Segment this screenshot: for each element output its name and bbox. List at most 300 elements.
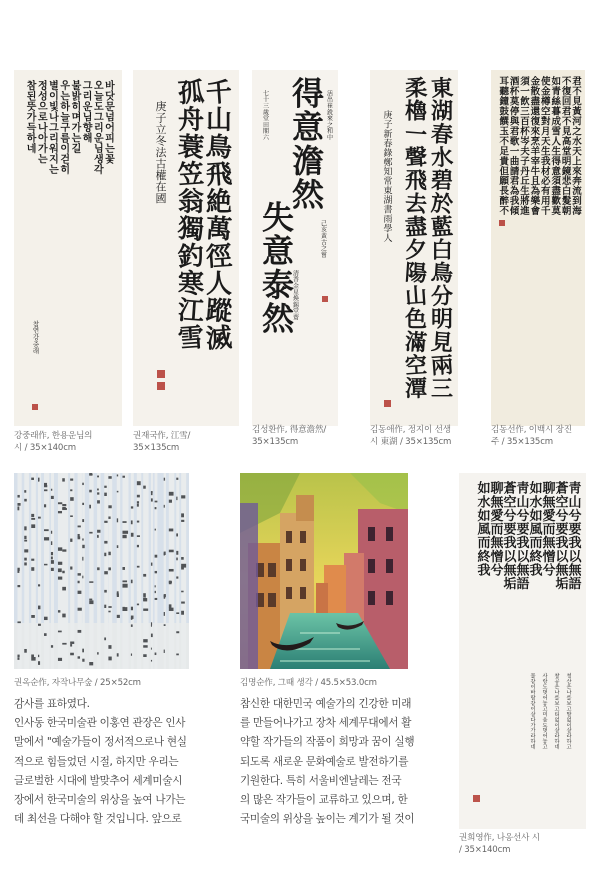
calligraphy-glyph: 亥 [320,226,328,234]
calligraphy-glyph: 살 [566,728,572,735]
calligraphy-glyph: 兮 [490,563,504,579]
artwork-calligraphy-8 [459,473,586,829]
calligraphy-glyph: 나 [37,122,48,134]
calligraphy-glyph: 愛 [490,508,504,524]
calligraphy-glyph: 三 [262,102,270,110]
calligraphy-glyph: 一 [404,121,428,149]
calligraphy-glyph: 分 [430,282,454,311]
calligraphy-glyph: 聽 [499,86,509,98]
calligraphy-glyph: 湖 [383,196,393,207]
calligraphy-glyph: 一 [520,86,530,98]
calligraphy-glyph: 兮 [503,508,517,524]
calligraphy-glyph: 無 [516,563,530,579]
calligraphy-glyph: 於 [430,190,454,218]
calligraphy-glyph: 로 [37,112,48,124]
calligraphy-glyph: 름 [60,133,71,145]
calligraphy-glyph: 古 [155,157,167,171]
calligraphy-2-canvas [133,70,239,426]
calligraphy-glyph: 柔 [404,74,428,103]
calligraphy-glyph: 羊 [530,146,541,158]
calligraphy-glyph: 新 [383,129,393,140]
calligraphy-glyph: 不 [499,136,509,148]
calligraphy-glyph: 生 [551,146,561,158]
calligraphy-glyph: 티 [554,711,560,718]
calligraphy-glyph: 꽃 [105,154,115,166]
calligraphy-glyph: 春 [430,121,454,149]
calligraphy-glyph: 白 [430,237,454,264]
calligraphy-glyph: 도 [542,684,548,691]
calligraphy-glyph: 之 [326,121,334,129]
caption-work-3 [252,424,362,448]
calligraphy-glyph: 書 [383,205,393,216]
body-line: 되도록 새로운 문화예술로 발전하기를 [240,755,409,768]
calligraphy-glyph: 歲 [262,109,270,117]
caption-work-2 [133,430,243,454]
calligraphy-glyph: 어 [542,695,548,702]
calligraphy-glyph: 人 [205,269,233,300]
calligraphy-glyph: 空 [541,106,551,118]
calligraphy-glyph: 나 [554,690,560,697]
calligraphy-glyph: 鳥 [430,259,454,288]
calligraphy-glyph: 늘 [60,112,71,124]
calligraphy-glyph: 庚 [155,99,167,113]
calligraphy-glyph: 空 [503,495,517,511]
calligraphy-glyph: 보 [566,700,572,707]
calligraphy-glyph: 無 [555,563,569,579]
calligraphy-glyph: 歌 [509,136,520,148]
calligraphy-glyph: 和 [326,128,334,136]
calligraphy-glyph: 澹 [291,141,325,180]
body-line: 감사를 표하였다. [14,698,90,710]
calligraphy-glyph: 潭 [404,375,428,402]
calligraphy-glyph: 살 [530,711,536,718]
calligraphy-glyph: 色 [404,306,428,333]
calligraphy-glyph: 我 [529,563,543,579]
calligraphy-glyph: 君 [561,106,572,118]
seal-stamp [473,795,480,802]
calligraphy-glyph: 산 [566,679,572,686]
calligraphy-glyph: 하 [26,133,37,145]
calligraphy-glyph: 流 [572,186,582,198]
artwork-calligraphy-1 [14,70,122,426]
body-line: 말에서 "예술가들이 정서적으로나 현실 [14,736,187,749]
body-line: 글로벌한 시대에 발맞추어 세계미술시 [14,774,183,787]
calligraphy-glyph: 終 [477,549,491,565]
calligraphy-glyph: 耳 [499,76,509,88]
calligraphy-glyph: 말 [566,711,572,718]
artwork-calligraphy-4 [370,70,458,426]
calligraphy-glyph: 終 [529,549,543,565]
calligraphy-glyph: 물 [530,673,536,680]
caption-work-8 [459,832,589,856]
birch-painting-canvas [14,473,189,669]
calligraphy-glyph: 은 [554,684,560,691]
calligraphy-glyph: 별 [49,80,59,92]
calligraphy-glyph: 늘 [93,91,104,103]
calligraphy-glyph: 然 [261,299,295,338]
caption-work-4 [370,424,480,448]
calligraphy-glyph: 가 [37,143,48,155]
artwork-calligraphy-2 [133,70,239,426]
calligraphy-glyph: 닷 [105,91,115,103]
calligraphy-glyph: 오 [93,80,104,92]
forest-haze [14,473,189,669]
caption-work-7 [240,677,440,689]
calligraphy-glyph: 참 [32,319,40,328]
calligraphy-glyph: 水 [430,144,454,172]
caption-line: 김동애作, 정지이 선생 [370,425,451,435]
calligraphy-glyph: 이 [530,706,536,713]
caption-line: 35×135cm [133,443,180,453]
calligraphy-glyph: 如 [529,508,543,524]
calligraphy-glyph: 星 [292,289,300,297]
calligraphy-glyph: 兮 [542,563,556,579]
body-line: 를 만들어나가고 장차 세계무대에서 활 [240,717,412,730]
calligraphy-glyph: 空 [404,352,428,380]
calligraphy-glyph: 閣 [262,128,270,136]
calligraphy-glyph: 堂 [561,146,572,158]
calligraphy-glyph: 庚 [383,111,393,122]
calligraphy-glyph: 는 [60,91,71,103]
article-body-right [240,695,448,829]
calligraphy-glyph: 나 [49,112,59,124]
calligraphy-glyph: 意 [291,108,325,147]
calligraphy-glyph: 以 [555,549,569,565]
calligraphy-glyph: 는 [49,164,59,176]
calligraphy-glyph: 人 [551,136,561,148]
calligraphy-glyph: 참 [26,80,37,92]
calligraphy-glyph: 子 [383,120,393,131]
calligraphy-glyph: 失 [261,198,295,237]
calligraphy-glyph: 舟 [177,105,205,136]
calligraphy-glyph: 陽 [404,259,428,288]
calligraphy-glyph: 바 [105,80,115,92]
calligraphy-glyph: 見 [561,126,572,138]
calligraphy-glyph: 我 [477,563,491,579]
calligraphy-glyph: 湖 [430,98,454,125]
calligraphy-glyph: 도 [93,101,104,113]
calligraphy-glyph: 金 [541,86,551,98]
calligraphy-glyph: 三 [430,375,454,402]
calligraphy-glyph: 山 [568,495,582,511]
calligraphy-glyph: 去 [404,190,428,218]
calligraphy-glyph: 문 [105,101,115,113]
calligraphy-glyph: 놓 [542,739,548,746]
calligraphy-glyph: 님 [82,112,93,124]
calligraphy-glyph: 崔 [326,102,334,110]
calligraphy-glyph: 成 [551,116,561,128]
caption-line: 김명순作, 그때 생각 / 45.5×53.0cm [240,678,377,688]
caption-work-5 [491,424,599,448]
caption-line: 35×135cm [252,437,299,447]
calligraphy-glyph: 구 [60,122,71,134]
calligraphy-glyph: 金 [530,76,541,88]
calligraphy-glyph: 黃 [572,106,582,118]
calligraphy-glyph: 그 [49,122,59,134]
artwork-canal-painting [240,473,408,669]
calligraphy-glyph: 고 [542,744,548,751]
calligraphy-glyph: 田 [262,121,270,129]
calligraphy-glyph: 넘 [105,112,115,124]
caption-work-6 [14,677,214,689]
calligraphy-glyph: 不 [561,116,572,128]
calligraphy-glyph: 不 [561,76,572,88]
calligraphy-glyph: 莫 [551,206,561,218]
calligraphy-glyph: 嘗 [320,251,328,259]
body-line: 의 많은 작가들이 교류하고 있으며, 한 [240,794,408,807]
calligraphy-glyph: 奔 [572,176,582,188]
calligraphy-glyph: 來 [326,115,334,123]
calligraphy-glyph: 살 [554,728,560,735]
calligraphy-glyph: 無 [503,563,517,579]
calligraphy-glyph: 要 [555,522,569,538]
calligraphy-glyph: 兮 [568,508,582,524]
calligraphy-glyph: 滅 [205,323,234,355]
calligraphy-glyph: 蓑 [176,131,205,164]
calligraphy-glyph: 兮 [555,508,569,524]
calligraphy-glyph: 對 [541,116,551,128]
calligraphy-glyph: 我 [568,536,582,552]
calligraphy-glyph: 饌 [499,116,509,128]
calligraphy-glyph: 子 [155,111,167,125]
calligraphy-glyph: 明 [430,306,454,333]
body-line: 약할 작가들의 작품이 희망과 꿈이 실행 [240,736,415,749]
calligraphy-glyph: 六 [262,134,270,142]
calligraphy-glyph: 暮 [551,106,561,118]
calligraphy-glyph: 如 [551,76,561,88]
calligraphy-glyph: 然 [291,175,325,214]
calligraphy-glyph: 하 [530,739,536,746]
calligraphy-1-canvas [14,70,122,426]
seal-stamp [322,296,328,302]
calligraphy-glyph: 우 [60,80,71,92]
calligraphy-glyph: 七 [262,90,270,98]
calligraphy-glyph: 樂 [530,196,541,208]
body-line: 기원한다. 특히 서울비엔날레는 전국 [240,774,402,787]
calligraphy-glyph: 材 [541,166,551,178]
calligraphy-glyph: 如 [477,481,491,497]
calligraphy-glyph: 이 [60,143,71,155]
calligraphy-glyph: 到 [572,196,582,208]
calligraphy-glyph: 孤 [177,77,206,110]
calligraphy-glyph: 無 [542,536,556,552]
calligraphy-glyph: 보 [554,700,560,707]
calligraphy-glyph: 滿 [404,328,428,357]
calligraphy-glyph: 海 [572,206,582,218]
calligraphy-glyph: 이 [554,722,560,729]
calligraphy-glyph: 를 [566,695,572,702]
calligraphy-glyph: 는 [37,154,48,166]
calligraphy-glyph: 君 [509,176,520,188]
calligraphy-glyph: 莫 [509,96,520,108]
calligraphy-glyph: 十 [262,96,270,104]
seal-stamp [499,220,505,226]
calligraphy-glyph: 絶 [205,187,233,218]
caption-line: 강중래作, 한용운님의 [14,431,93,441]
calligraphy-glyph: 가 [530,722,536,729]
calligraphy-glyph: 要 [568,522,582,538]
calligraphy-glyph: 笠 [177,159,206,191]
calligraphy-glyph: 如 [477,508,491,524]
calligraphy-glyph: 青 [551,86,561,98]
calligraphy-glyph: 운 [93,133,104,145]
calligraphy-glyph: 君 [509,126,520,138]
calligraphy-glyph: 없 [554,717,560,724]
caption-line: 김성환作, 得意澹然/ [252,425,327,435]
calligraphy-glyph: 以 [516,549,530,565]
calligraphy-glyph: 杯 [509,86,520,98]
calligraphy-glyph: 不 [572,86,582,98]
calligraphy-glyph: 山 [516,495,530,511]
calligraphy-glyph: 람 [530,695,536,702]
calligraphy-glyph: 進 [520,206,530,218]
calligraphy-glyph: 蹤 [204,295,233,328]
calligraphy-glyph: 워 [49,143,59,155]
calligraphy-glyph: 黃 [320,232,328,240]
calligraphy-glyph: 밝 [71,91,82,103]
calligraphy-glyph: 랑 [542,679,548,686]
calligraphy-glyph: 뜻 [26,101,37,113]
calligraphy-glyph: 아 [37,133,48,145]
caption-work-1 [14,430,124,454]
calligraphy-glyph: 래 [32,347,40,356]
calligraphy-glyph: 生 [541,146,551,158]
calligraphy-glyph: 는 [71,133,82,145]
calligraphy-glyph: 有 [541,186,551,198]
calligraphy-glyph: 碧 [430,168,454,195]
calligraphy-glyph: 걷 [60,154,71,166]
calligraphy-glyph: 風 [529,522,543,538]
calligraphy-glyph: 蒼 [503,481,517,497]
calligraphy-glyph: 하 [554,739,560,746]
calligraphy-glyph: 以 [568,549,582,565]
calligraphy-glyph: 飛 [205,159,234,191]
calligraphy-glyph: 岑 [520,136,530,148]
calligraphy-glyph: 미 [542,711,548,718]
calligraphy-glyph: 水 [572,136,582,148]
calligraphy-glyph: 清 [292,270,300,278]
calligraphy-glyph: 請 [509,166,520,178]
calligraphy-glyph: 각 [93,164,104,176]
calligraphy-glyph: 得 [291,74,325,113]
calligraphy-glyph: 會 [530,206,541,218]
calligraphy-glyph: 가 [71,122,82,134]
seal-stamp [157,370,165,378]
calligraphy-glyph: 夫 [520,146,530,158]
calligraphy-glyph: 寒 [177,269,205,300]
calligraphy-glyph: 櫓 [404,98,428,125]
calligraphy-glyph: 다 [530,717,536,724]
article-body-left [14,695,222,829]
calligraphy-glyph: 운 [82,101,93,113]
calligraphy-glyph: 活 [326,90,334,98]
calligraphy-glyph: 님 [93,143,104,155]
calligraphy-glyph: 득 [26,122,37,134]
calligraphy-glyph: 泰 [261,265,295,304]
calligraphy-glyph: 같 [530,700,536,707]
calligraphy-glyph: 香 [292,276,300,284]
calligraphy-glyph: 千 [541,206,551,218]
calligraphy-glyph: 가 [530,728,536,735]
calligraphy-glyph: 鳥 [204,131,233,164]
calligraphy-glyph: 復 [530,116,541,128]
calligraphy-glyph: 그 [82,80,93,92]
calligraphy-glyph: 之 [320,245,328,253]
calligraphy-glyph: 傾 [509,206,520,218]
calligraphy-glyph: 놓 [542,700,548,707]
calligraphy-glyph: 但 [499,166,509,178]
caption-line: 권재국作, 江雪/ [133,431,191,441]
caption-line: 주 / 35×135cm [491,437,553,447]
calligraphy-glyph: 煥 [292,295,300,303]
calligraphy-glyph: 月 [541,126,551,138]
calligraphy-glyph: 靑 [568,481,582,497]
calligraphy-glyph: 고 [566,706,572,713]
calligraphy-glyph: 回 [561,96,572,108]
calligraphy-glyph: 나 [566,690,572,697]
calligraphy-glyph: 이 [530,684,536,691]
calligraphy-glyph: 공 [554,679,560,686]
calligraphy-glyph: 復 [561,86,572,98]
calligraphy-glyph: 愛 [542,508,556,524]
calligraphy-glyph: 고 [554,706,560,713]
calligraphy-glyph: 停 [509,106,520,118]
calligraphy-glyph: 鏡 [561,166,572,178]
calligraphy-glyph: 이 [566,722,572,729]
calligraphy-glyph: 語 [568,577,582,593]
calligraphy-glyph: 長 [499,186,509,198]
calligraphy-glyph: 立 [155,122,167,136]
calligraphy-glyph: 이 [49,91,59,103]
calligraphy-glyph: 意 [261,232,295,271]
calligraphy-glyph: 며 [71,112,82,124]
calligraphy-glyph: 고 [542,706,548,713]
caption-line: 시 / 35×140cm [14,443,76,453]
calligraphy-glyph: 見 [572,96,582,108]
calligraphy-glyph: 없 [566,717,572,724]
calligraphy-glyph: 벗 [542,690,548,697]
calligraphy-glyph: 齋 [292,314,300,322]
calligraphy-glyph: 悲 [561,176,572,188]
calligraphy-glyph: 錄 [383,148,393,159]
calligraphy-glyph: 兩 [430,352,454,380]
calligraphy-glyph: 而 [490,522,504,538]
calligraphy-glyph: 憎 [542,549,556,565]
calligraphy-glyph: 를 [554,695,560,702]
body-line: 참신한 대한민국 예술가의 긴강한 미래 [240,698,412,710]
calligraphy-glyph: 垢 [503,577,517,593]
calligraphy-glyph: 水 [477,495,491,511]
calligraphy-glyph: 라 [566,733,572,740]
calligraphy-glyph: 피 [105,133,115,145]
calligraphy-glyph: 中 [326,134,334,142]
calligraphy-glyph: 必 [541,176,551,188]
calligraphy-glyph: 獨 [176,213,205,246]
calligraphy-glyph: 靑 [516,481,530,497]
seal-stamp [32,404,38,410]
caption-line: / 35×140cm [459,845,511,855]
calligraphy-glyph: 고 [566,744,572,751]
calligraphy-glyph: 길 [71,143,82,155]
calligraphy-glyph: 須 [520,76,530,88]
calligraphy-glyph: 而 [529,536,543,552]
calligraphy-glyph: 之 [572,126,582,138]
calligraphy-glyph: 가 [26,112,37,124]
calligraphy-glyph: 散 [530,86,541,98]
calligraphy-glyph: 盡 [530,96,541,108]
calligraphy-glyph: 堂 [262,115,270,123]
calligraphy-glyph: 玉 [499,126,509,138]
